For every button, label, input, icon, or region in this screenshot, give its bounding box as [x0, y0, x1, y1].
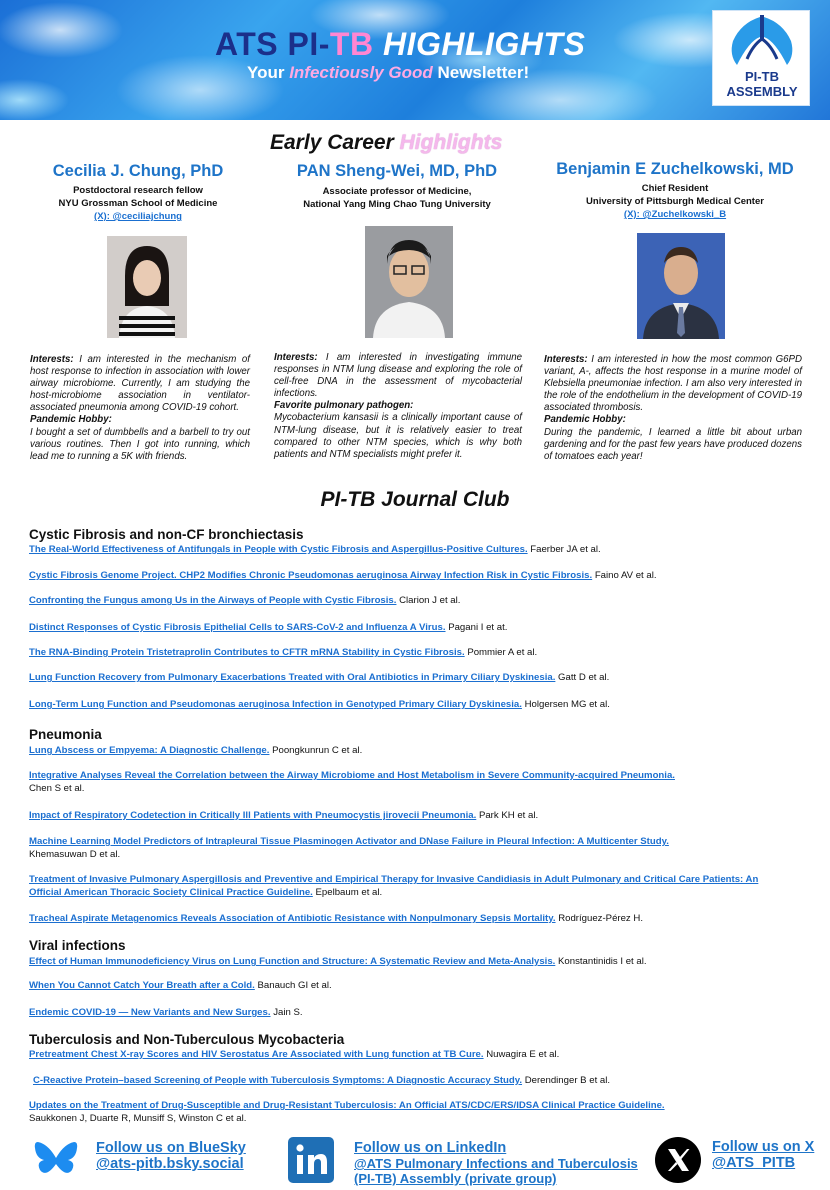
x-handle-link[interactable]: @ATS_PITB — [712, 1155, 796, 1171]
profile-photo-pan — [365, 226, 453, 338]
linkedin-group-link[interactable]: @ATS Pulmonary Infections and Tuberculosis (PI-TB) Assembly (private group) — [354, 1156, 638, 1186]
list-item: Cystic Fibrosis Genome Project. CHP2 Modifies Chronic Pseudomonas aeruginosa Airway Infection Risk in Cystic Fibrosis. Faino AV et al. — [29, 570, 657, 581]
journal-club-title: PI-TB Journal Club — [320, 488, 510, 511]
list-item: Pretreatment Chest X-ray Scores and HIV Serostatus Are Associated with Lung function at TB Cure. Nuwagira E et al. — [29, 1049, 560, 1060]
category-heading-cf: Cystic Fibrosis and non-CF bronchiectasis — [29, 527, 304, 542]
header-banner — [0, 0, 830, 120]
article-link[interactable]: Cystic Fibrosis Genome Project. CHP2 Modifies Chronic Pseudomonas aeruginosa Airway Infection Risk in Cystic Fibrosis. — [29, 570, 593, 581]
list-item: Distinct Responses of Cystic Fibrosis Epithelial Cells to SARS-CoV-2 and Influenza A Virus. Pagani I et at. — [29, 622, 508, 633]
profile-affiliation: National Yang Ming Chao Tung University — [303, 199, 491, 210]
bluesky-icon[interactable] — [34, 1140, 78, 1185]
article-link[interactable]: Machine Learning Model Predictors of Intrapleural Tissue Plasminogen Activator and DNase Failure in Pleural Infection: A Multicenter Study. — [29, 836, 669, 847]
profile-pan — [272, 162, 522, 211]
category-heading-tb: Tuberculosis and Non-Tuberculous Mycobacteria — [29, 1032, 345, 1047]
list-item: Long-Term Lung Function and Pseudomonas aeruginosa Infection in Genotyped Primary Ciliary Dyskinesia. Holgersen MG et al. — [29, 699, 610, 710]
article-link[interactable]: Impact of Respiratory Codetection in Critically Ill Patients with Pneumocystis jirovecii Pneumonia. — [29, 810, 477, 821]
article-link[interactable]: The RNA-Binding Protein Tristetraprolin Contributes to CFTR mRNA Stability in Cystic Fibrosis. — [29, 647, 465, 658]
list-item: Lung Abscess or Empyema: A Diagnostic Challenge. Poongkunrun C et al. — [29, 745, 363, 756]
list-item: Tracheal Aspirate Metagenomics Reveals Association of Antibiotic Resistance with Nonpulmonary Sepsis Mortality. Rodríguez-Pérez H. — [29, 913, 643, 924]
profile-bio-zuchelkowski: Interests: I am interested in how the most common G6PD variant, A-, affects the host response in a murine model of Klebsiella pneumoniae infection. I am also very interested in the role of the endothelium in the development of COVID-19 associated thrombosis. Pandemic Hobby: During the pandemic, I learned a little bit about urban gardening and for the past few years have produced dozens of tomatoes each year! — [544, 354, 802, 462]
newsletter-subtitle: Your Infectiously Good Newsletter! — [247, 63, 530, 82]
x-follow-label[interactable]: Follow us on X — [712, 1139, 815, 1155]
article-link[interactable]: Effect of Human Immunodeficiency Virus on Lung Function and Structure: A Systematic Review and Meta-Analysis. — [29, 956, 556, 967]
profile-photo-zuchelkowski — [637, 233, 725, 339]
list-item: Lung Function Recovery from Pulmonary Exacerbations Treated with Oral Antibiotics in Primary Ciliary Dyskinesia. Gatt D et al. — [29, 672, 610, 683]
list-item: Confronting the Fungus among Us in the Airways of People with Cystic Fibrosis. Clarion J et al. — [29, 595, 461, 606]
profile-zuchelkowski — [548, 160, 802, 221]
article-link[interactable]: When You Cannot Catch Your Breath after a Cold. — [29, 980, 255, 991]
article-link[interactable]: C-Reactive Protein–based Screening of People with Tuberculosis Symptoms: A Diagnostic Accuracy Study. — [33, 1075, 523, 1086]
article-link[interactable]: Lung Function Recovery from Pulmonary Exacerbations Treated with Oral Antibiotics in Primary Ciliary Dyskinesia. — [29, 672, 556, 683]
profile-name: PAN Sheng-Wei, MD, PhD — [296, 162, 498, 180]
list-item: Integrative Analyses Reveal the Correlation between the Airway Microbiome and Host Metabolism in Severe Community-acquired Pneumonia. Chen S et al. — [29, 770, 675, 794]
profile-affiliation: NYU Grossman School of Medicine — [58, 198, 218, 209]
list-item: Impact of Respiratory Codetection in Critically Ill Patients with Pneumocystis jirovecii Pneumonia. Park KH et al. — [29, 810, 539, 821]
early-career-title: Early Career Highlights — [270, 131, 503, 154]
list-item: The RNA-Binding Protein Tristetraprolin Contributes to CFTR mRNA Stability in Cystic Fibrosis. Pommier A et al. — [29, 647, 538, 658]
article-link[interactable]: The Real-World Effectiveness of Antifungals in People with Cystic Fibrosis and Aspergillus-Positive Cultures. — [29, 544, 528, 555]
profile-name: Benjamin E Zuchelkowski, MD — [556, 160, 794, 178]
newsletter-title: ATS PI-TB HIGHLIGHTS — [215, 26, 586, 62]
linkedin-follow[interactable] — [354, 1140, 644, 1186]
article-link[interactable]: Pretreatment Chest X-ray Scores and HIV Serostatus Are Associated with Lung function at TB Cure. — [29, 1049, 484, 1060]
profile-role: Chief Resident — [641, 183, 709, 194]
linkedin-icon[interactable] — [288, 1137, 334, 1188]
list-item: Treatment of Invasive Pulmonary Aspergillosis and Preventive and Empirical Therapy for Invasive Candidiasis in Adult Pulmonary and Critical Care Patients: An Official American Thoracic Society Clinical Practice Guideline. Epelbaum et al. — [29, 874, 759, 898]
profile-x-link[interactable]: (X): @Zuchelkowski_B — [623, 209, 727, 220]
linkedin-follow-label[interactable]: Follow us on LinkedIn — [354, 1140, 507, 1156]
article-link[interactable]: Treatment of Invasive Pulmonary Aspergillosis and Preventive and Empirical Therapy for Invasive Candidiasis in Adult Pulmonary and Critical Care Patients: An Official American Thoracic Society Clinical Practice Guideline. — [29, 874, 759, 898]
profile-role: Associate professor of Medicine, — [322, 186, 472, 197]
article-link[interactable]: Updates on the Treatment of Drug-Susceptible and Drug-Resistant Tuberculosis: An Official ATS/CDC/ERS/IDSA Clinical Practice Guideline. — [29, 1100, 665, 1111]
x-follow[interactable] — [712, 1139, 814, 1171]
profile-affiliation: University of Pittsburgh Medical Center — [586, 196, 764, 207]
profile-role: Postdoctoral research fellow — [73, 185, 203, 196]
article-link[interactable]: Confronting the Fungus among Us in the Airways of People with Cystic Fibrosis. — [29, 595, 397, 606]
article-link[interactable]: Endemic COVID-19 — New Variants and New Surges. — [29, 1007, 271, 1018]
list-item: Endemic COVID-19 — New Variants and New Surges. Jain S. — [29, 1007, 303, 1018]
profile-bio-chung: Interests: I am interested in the mechanism of host response to infection in association with lower airway microbiome. Currently, I am studying the host-microbiome association in ventilator-associated pneumonia among COVID-19 cohort. Pandemic Hobby: I bought a set of dumbbells and a barbell to try out various routines. Then I got into running, which lead me to running a 5K with friends. — [30, 354, 250, 462]
bluesky-follow[interactable] — [96, 1140, 246, 1172]
profile-name: Cecilia J. Chung, PhD — [52, 162, 224, 180]
list-item: Effect of Human Immunodeficiency Virus on Lung Function and Structure: A Systematic Review and Meta-Analysis. Konstantinidis I et al. — [29, 956, 647, 967]
pitb-assembly-logo: PI-TB ASSEMBLY — [712, 10, 810, 106]
article-link[interactable]: Lung Abscess or Empyema: A Diagnostic Challenge. — [29, 745, 270, 756]
list-item: C-Reactive Protein–based Screening of People with Tuberculosis Symptoms: A Diagnostic Accuracy Study. Derendinger B et al. — [33, 1075, 611, 1086]
category-heading-viral: Viral infections — [29, 938, 126, 953]
profile-photo-chung — [107, 236, 187, 338]
list-item: Machine Learning Model Predictors of Intrapleural Tissue Plasminogen Activator and DNase Failure in Pleural Infection: A Multicenter Study. Khemasuwan D et al. — [29, 836, 669, 860]
profile-bio-pan: Interests: I am interested in investigating immune responses in NTM lung disease and exploring the role of cell-free DNA in the assessment of mycobacterial infections. Favorite pulmonary pathogen: Mycobacterium kansasii is a clinically important cause of NTM-lung disease, but it is relatively easier to treat compared to other NTM species, which is why both patients and NTM specialists might prefer it. — [274, 352, 522, 460]
article-link[interactable]: Integrative Analyses Reveal the Correlation between the Airway Microbiome and Host Metabolism in Severe Community-acquired Pneumonia. — [29, 770, 675, 781]
profile-x-link[interactable]: (X): @ceciliajchung — [94, 211, 182, 222]
article-link[interactable]: Tracheal Aspirate Metagenomics Reveals Association of Antibiotic Resistance with Nonpulmonary Sepsis Mortality. — [29, 913, 556, 924]
list-item: The Real-World Effectiveness of Antifungals in People with Cystic Fibrosis and Aspergillus-Positive Cultures. Faerber JA et al. — [29, 544, 601, 555]
lungs-logo-icon — [727, 15, 797, 71]
article-link[interactable]: Distinct Responses of Cystic Fibrosis Epithelial Cells to SARS-CoV-2 and Influenza A Virus. — [29, 622, 446, 633]
bluesky-handle-link[interactable]: @ats-pitb.bsky.social — [96, 1156, 244, 1172]
bluesky-follow-label[interactable]: Follow us on BlueSky — [96, 1140, 246, 1156]
category-heading-pneumonia: Pneumonia — [29, 727, 102, 742]
x-twitter-icon[interactable] — [655, 1137, 701, 1188]
article-link[interactable]: Long-Term Lung Function and Pseudomonas aeruginosa Infection in Genotyped Primary Ciliary Dyskinesia. — [29, 699, 522, 710]
list-item: When You Cannot Catch Your Breath after a Cold. Banauch GI et al. — [29, 980, 332, 991]
list-item: Updates on the Treatment of Drug-Susceptible and Drug-Resistant Tuberculosis: An Official ATS/CDC/ERS/IDSA Clinical Practice Guideline. Saukkonen J, Duarte R, Munsiff S, Winston C et al. — [29, 1100, 665, 1124]
profile-chung — [28, 162, 248, 223]
